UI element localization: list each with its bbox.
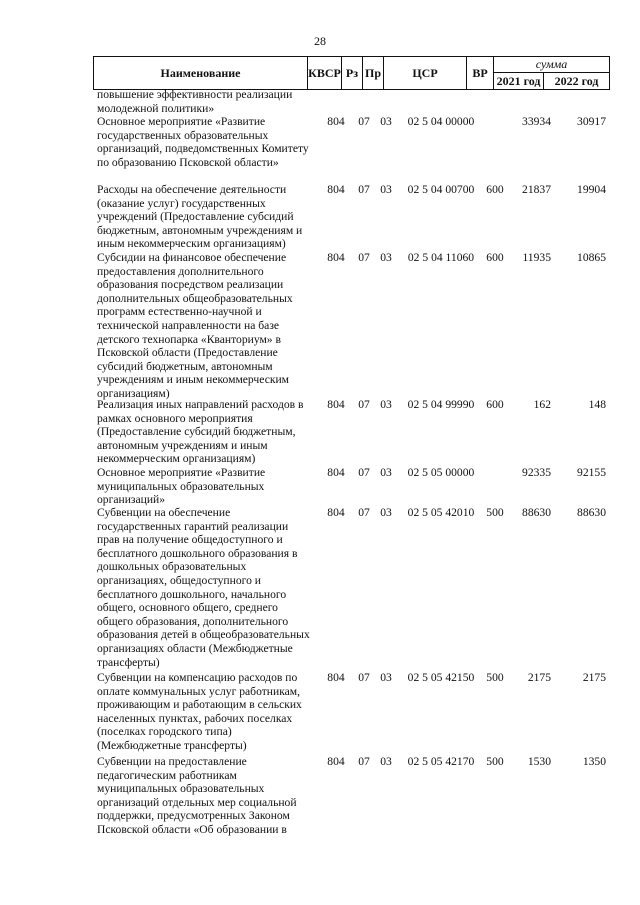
header-pr: Пр: [363, 57, 384, 90]
row-csr: 02 5 04 99990: [407, 398, 475, 411]
row-vr: 600: [486, 183, 504, 196]
row-kvsr: 804: [327, 183, 345, 196]
row-pr: 03: [380, 398, 392, 411]
header-year-2022: 2022 год: [544, 73, 610, 90]
row-pr: 03: [380, 251, 392, 264]
row-kvsr: 804: [327, 506, 345, 519]
row-2021: 33934: [522, 115, 551, 128]
row-2022: 88630: [577, 506, 606, 519]
header-rz: Рз: [342, 57, 363, 90]
row-name: повышение эффективности реализации молодежной политики»: [97, 88, 293, 115]
row-2022: 30917: [577, 115, 606, 128]
row-kvsr: 804: [327, 398, 345, 411]
row-csr: 02 5 05 42010: [407, 506, 475, 519]
row-name: Реализация иных направлений расходов в рамках основного мероприятия (Предоставление субсидий бюджетным, автономным учреждениям и иным некоммерческим организациям): [97, 398, 304, 466]
row-rz: 07: [358, 183, 370, 196]
row-pr: 03: [380, 466, 392, 479]
row-pr: 03: [380, 671, 392, 684]
row-2021: 1530: [527, 755, 551, 768]
row-vr: 500: [486, 755, 504, 768]
row-2021: 11935: [522, 251, 551, 264]
row-pr: 03: [380, 115, 392, 128]
row-name: Субвенции на обеспечение государственных гарантий реализации прав на получение общедоступного и бесплатного дошкольного образования в дошкольных образовательных организациях, общедоступного и бесплатного дошкольного, начального общего, основного общего, среднего общего образования, дополнительного образования детей в общеобразовательных организациях области (Межбюджетные трансферты): [97, 506, 310, 669]
row-rz: 07: [358, 506, 370, 519]
row-2021: 88630: [522, 506, 551, 519]
row-kvsr: 804: [327, 115, 345, 128]
row-2022: 1350: [582, 755, 606, 768]
row-pr: 03: [380, 506, 392, 519]
row-name: Основное мероприятие «Развитие государственных образовательных организаций, подведомственных Комитету по образованию Псковской области»: [97, 115, 309, 169]
header-csr: ЦСР: [384, 57, 467, 90]
row-2022: 10865: [577, 251, 606, 264]
row-rz: 07: [358, 398, 370, 411]
row-csr: 02 5 05 42170: [407, 755, 475, 768]
row-name: Субвенции на предоставление педагогическим работникам муниципальных образовательных организаций отдельных мер социальной поддержки, предусмотренных Законом Псковской области «Об образовании в: [97, 755, 297, 836]
row-vr: 600: [486, 251, 504, 264]
row-kvsr: 804: [327, 466, 345, 479]
row-2021: 2175: [527, 671, 551, 684]
header-year-2021: 2021 год: [494, 73, 544, 90]
row-2021: 21837: [522, 183, 551, 196]
row-rz: 07: [358, 466, 370, 479]
row-csr: 02 5 04 00700: [407, 183, 475, 196]
row-csr: 02 5 04 11060: [407, 251, 475, 264]
row-kvsr: 804: [327, 755, 345, 768]
row-pr: 03: [380, 183, 392, 196]
row-csr: 02 5 05 00000: [407, 466, 475, 479]
row-vr: 500: [486, 671, 504, 684]
row-2022: 92155: [577, 466, 606, 479]
row-rz: 07: [358, 251, 370, 264]
row-2021: 162: [533, 398, 551, 411]
row-name: Расходы на обеспечение деятельности (оказание услуг) государственных учреждений (Предоставление субсидий бюджетным, автономным учреждениям и иным некоммерческим организациям): [97, 183, 303, 251]
row-2022: 19904: [577, 183, 606, 196]
header-vr: ВР: [467, 57, 494, 90]
header-name: Наименование: [94, 57, 308, 90]
header-kvsr: КВСР: [308, 57, 342, 90]
row-rz: 07: [358, 115, 370, 128]
row-csr: 02 5 05 42150: [407, 671, 475, 684]
row-rz: 07: [358, 671, 370, 684]
header-summa: сумма: [494, 57, 610, 73]
row-name: Субсидии на финансовое обеспечение предоставления дополнительного образования посредством реализации дополнительных общеобразовательных программ естественно-научной и технической направленности на базе детского технопарка «Кванториум» в Псковской области (Предоставление субсидий бюджетным, автономным учреждениям и иным некоммерческим организациям): [97, 251, 293, 400]
table-header: [93, 56, 610, 90]
row-2021: 92335: [522, 466, 551, 479]
row-csr: 02 5 04 00000: [407, 115, 475, 128]
row-name: Основное мероприятие «Развитие муниципальных образовательных организаций»: [97, 466, 266, 507]
row-kvsr: 804: [327, 671, 345, 684]
row-rz: 07: [358, 755, 370, 768]
row-vr: 600: [486, 398, 504, 411]
row-vr: 500: [486, 506, 504, 519]
row-pr: 03: [380, 755, 392, 768]
row-2022: 148: [588, 398, 606, 411]
row-2022: 2175: [582, 671, 606, 684]
row-name: Субвенции на компенсацию расходов по оплате коммунальных услуг работникам, проживающим и работающим в сельских населенных пунктах, рабочих поселках (поселках городского типа) (Межбюджетные трансферты): [97, 671, 302, 752]
page-number: 28: [314, 34, 326, 48]
row-kvsr: 804: [327, 251, 345, 264]
